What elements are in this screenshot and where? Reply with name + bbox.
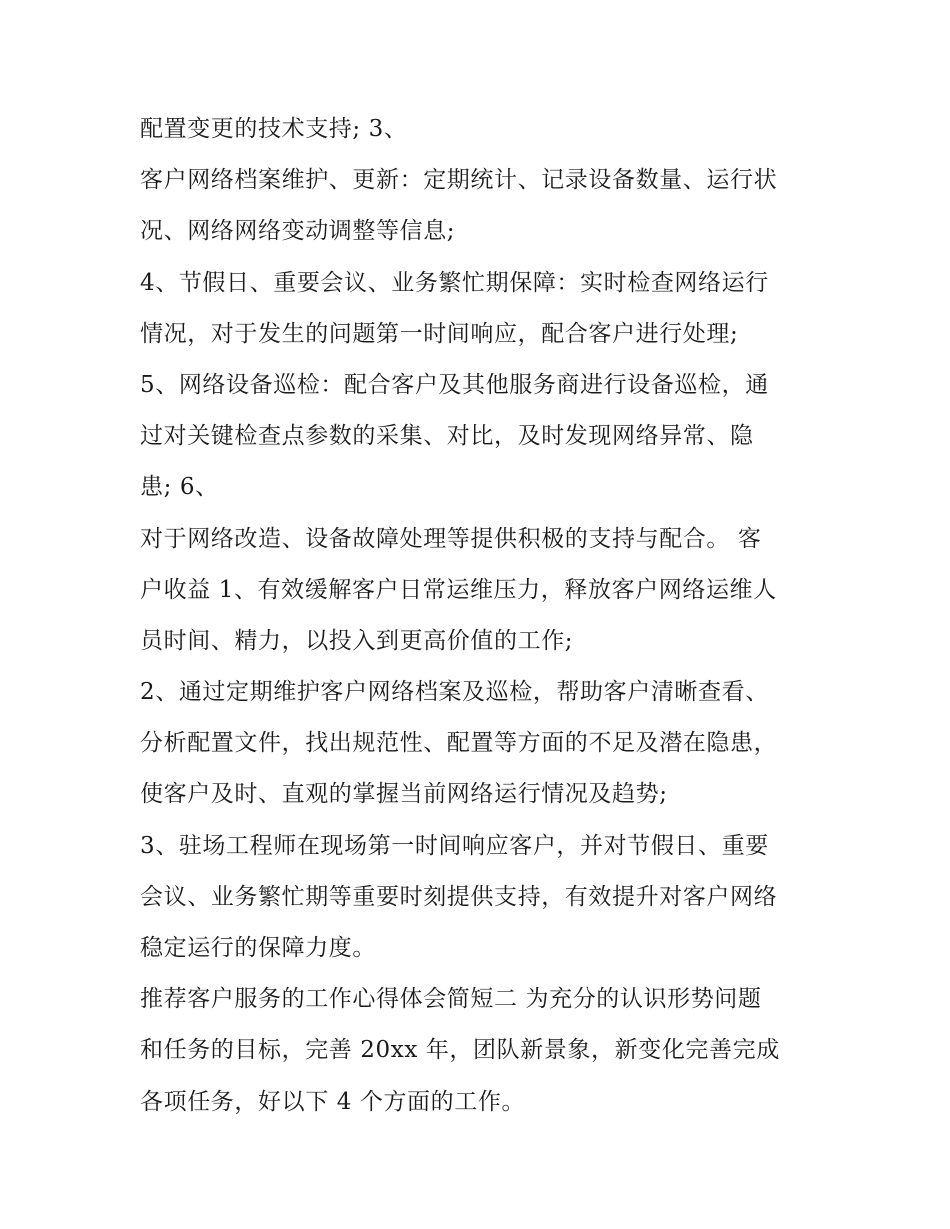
text-line: 对于网络改造、设备故障处理等提供积极的支持与配合。 客 [140,525,762,552]
text-line: 过对关键检查点参数的采集、对比，及时发现网络异常、隐 [140,423,754,450]
text-line: 使客户及时、直观的掌握当前网络运行情况及趋势; [140,781,668,808]
text-line: 3、驻场工程师在现场第一时间响应客户，并对节假日、重要 [140,832,769,859]
text-line: 情况，对于发生的问题第一时间响应，配合客户进行处理; [140,320,739,347]
text-line: 稳定运行的保障力度。 [140,935,376,961]
text-line: 患; 6、 [140,474,219,501]
text-line: 5、网络设备巡检：配合客户及其他服务商进行设备巡检，通 [140,371,769,398]
text-line: 配置变更的技术支持; 3、 [140,116,408,142]
text-line: 分析配置文件，找出规范性、配置等方面的不足及潜在隐患， [140,730,778,757]
text-line: 会议、业务繁忙期等重要时刻提供支持，有效提升对客户网络 [140,883,778,910]
document-body [140,104,820,1128]
text-line: 2、通过定期维护客户网络档案及巡检，帮助客户清晰查看、 [140,679,769,706]
text-line: 推荐客户服务的工作心得体会简短二 为充分的认识形势问题 [140,986,762,1013]
text-line: 员时间、精力，以投入到更高价值的工作; [140,627,574,654]
text-line: 户收益 1、有效缓解客户日常运维压力，释放客户网络运维人 [140,576,777,603]
text-line: 和任务的目标，完善 20xx 年，团队新景象，新变化完善完成 [140,1037,780,1064]
text-line: 况、网络网络变动调整等信息; [140,218,456,245]
text-line: 各项任务，好以下 4 个方面的工作。 [140,1088,526,1115]
text-line: 4、节假日、重要会议、业务繁忙期保障：实时检查网络运行 [140,269,769,296]
text-line: 客户网络档案维护、更新：定期统计、记录设备数量、运行状 [140,167,778,194]
